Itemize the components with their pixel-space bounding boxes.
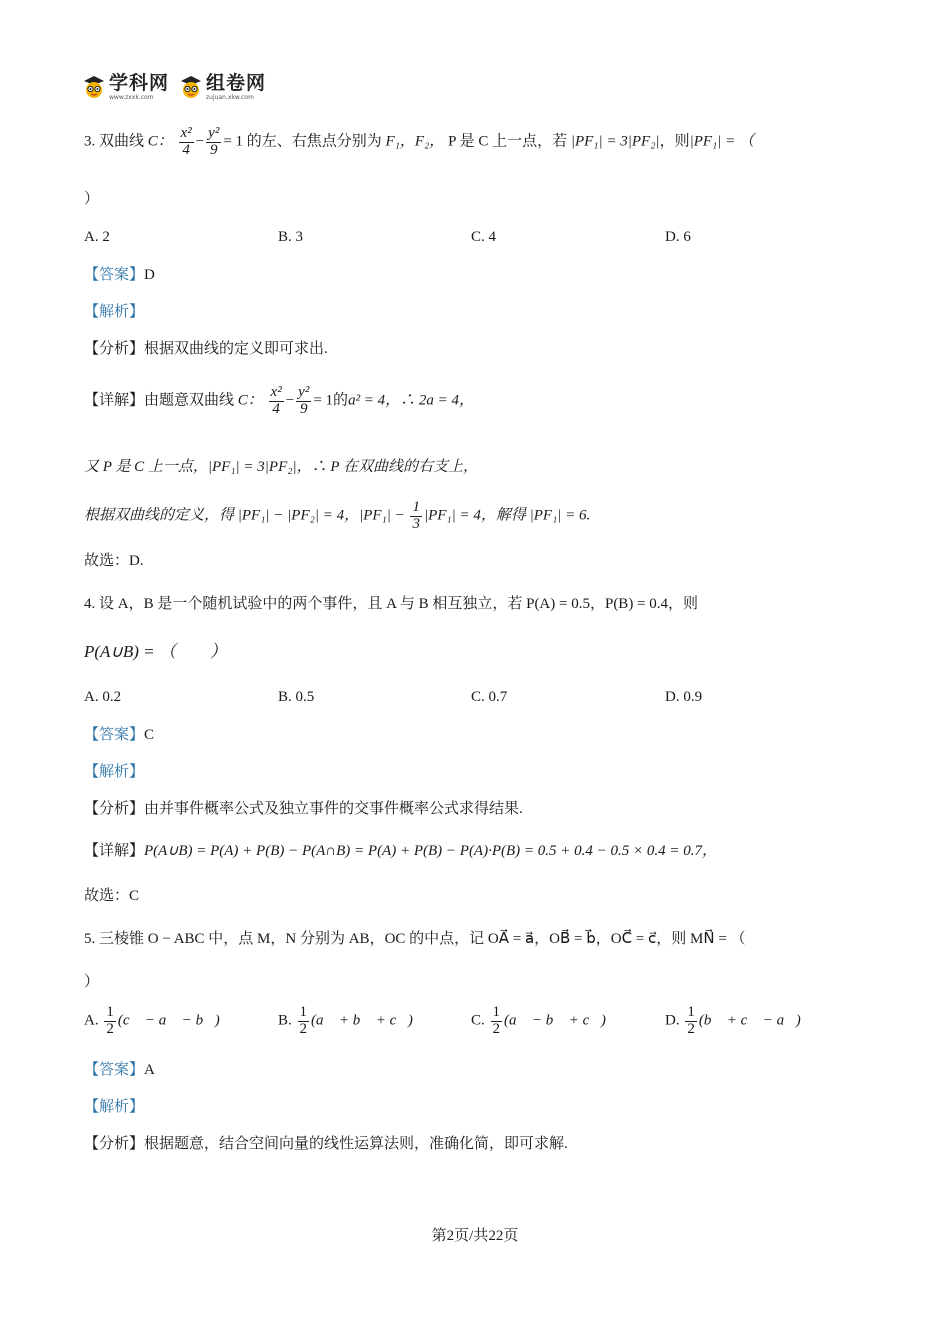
detail-math: 根据双曲线的定义，得 |PF₁| − |PF₂| = 4，|PF₁| − [84,507,405,524]
q3-curve-name: C： [147,133,173,150]
page-number: 第2页/共22页 [431,1228,519,1244]
answer-value: C [144,727,155,743]
option-expr: (a⃗ − b⃗ + c⃗) [504,1012,606,1029]
option-expr: (a⃗ + b⃗ + c⃗) [311,1012,413,1029]
fraction [296,385,311,418]
q3-option-b: B. 3 [278,229,304,245]
q5-stem: 5. 三棱锥 O − ABC 中，点 M，N 分别为 AB，OC 的中点，记 OA⃗ = a⃗，OB⃗ = b⃗，OC⃗ = c⃗，则 MN⃗ = （ [84,931,746,947]
fraction [206,126,221,159]
q3-option-d: D. 6 [665,229,691,245]
answer-value: A [144,1062,155,1078]
q3-analysis [84,340,328,358]
q3-option-c: C. 4 [471,229,497,245]
q5-option-c [471,1005,606,1038]
logo-url: www.zxxk.com [109,93,154,101]
detail-math: a² = 4，∴ 2a = 4， [348,392,475,409]
q4-option-a: A. 0.2 [84,689,122,705]
eq-tail: = 1 [223,133,244,150]
q4-option-d: D. 0.9 [665,689,703,705]
frac-num: y² [298,384,310,400]
answer-tag: 【答案】 [84,1062,145,1078]
option-label: B. [278,1012,292,1029]
frac-den: 2 [492,1020,501,1037]
owl-icon [179,75,203,99]
option-label: A. [84,1012,99,1029]
analysis-text: 由并事件概率公式及独立事件的交事件概率公式求得结果. [144,801,523,817]
q4-stem: 4. 设 A，B 是一个随机试验中的两个事件，且 A 与 B 相互独立，若 P(A) = 0.5，P(B) = 0.4，则 [84,596,699,612]
option-label: C. [471,1012,485,1029]
frac-den: 3 [412,515,420,532]
q3-detail-2: 又 P 是 C 上一点，|PF₁| = 3|PF₂|，∴ P 在双曲线的右支上， [84,459,478,475]
detail-tag: 【详解】 [84,392,145,409]
minus: − [195,133,205,150]
q3-detail-1 [84,385,474,418]
q4-ask: P(A∪B) = （ ） [84,642,227,661]
frac-den: 9 [300,400,308,417]
frac-num: 1 [687,1004,695,1020]
fraction [179,126,194,159]
curve-name: C： [237,392,263,409]
detail-text: 的 [333,392,349,409]
q5-analysis [84,1135,568,1153]
frac-num: 1 [106,1004,114,1020]
detail-tag: 【详解】 [84,843,145,859]
logo-name: 学科网 [109,71,170,94]
jiexi-tag: 【解析】 [84,764,145,780]
answer-value: D [144,267,155,283]
fraction [491,1005,503,1038]
frac-den: 2 [299,1020,308,1037]
q5-option-d [665,1005,801,1038]
logo-zujuanwang [179,71,267,101]
jiexi-tag: 【解析】 [84,304,145,320]
answer-tag: 【答案】 [84,267,145,283]
q3-stem-prefix: 3. 双曲线 [84,133,145,150]
fraction [685,1005,697,1038]
q4-analysis [84,800,523,818]
eq-tail: = 1 [313,392,334,409]
frac-num: x² [180,125,192,141]
analysis-text: 根据双曲线的定义即可求出. [144,341,328,357]
frac-den: 4 [272,400,280,417]
header-logos [82,70,266,104]
frac-num: 1 [299,1004,308,1020]
analysis-tag: 【分析】 [84,1136,145,1152]
q5-option-b [278,1005,413,1038]
detail-text: 由题意双曲线 [144,392,235,409]
frac-num: 1 [492,1004,501,1020]
analysis-tag: 【分析】 [84,341,145,357]
q3-foci: F₁，F₂， [385,133,445,150]
q5-option-a [84,1005,220,1038]
q3-ask: |PF₁| = （ [689,133,754,150]
q3-stem-point: P 是 C 上一点，若 [448,133,568,150]
fraction [298,1005,310,1038]
analysis-text: 根据题意，结合空间向量的线性运算法则，准确化简，即可求解. [144,1136,568,1152]
q4-option-b: B. 0.5 [278,689,315,705]
q5-answer [84,1061,155,1079]
frac-den: 2 [106,1020,114,1037]
q3-conclusion: 故选：D. [84,553,144,569]
option-expr: (c⃗ − a⃗ − b⃗) [117,1012,220,1029]
fraction [269,385,284,418]
frac-den: 2 [687,1020,695,1037]
frac-num: x² [270,384,282,400]
minus: − [285,392,295,409]
q4-answer [84,726,154,744]
q3-stem [84,126,754,159]
logo-name: 组卷网 [206,71,267,94]
fraction [104,1005,116,1038]
option-expr: (b⃗ + c⃗ − a⃗) [698,1012,801,1029]
fraction [410,500,422,533]
detail-math: |PF₁| = 4，解得 |PF₁| = 6. [423,507,591,524]
logo-xuekewang [82,71,170,101]
q4-option-c: C. 0.7 [471,689,508,705]
frac-den: 9 [209,141,218,158]
q3-answer [84,266,155,284]
q3-stem-mid: 的左、右焦点分别为 [246,133,382,150]
q5-close-paren: ） [84,974,100,990]
frac-den: 4 [182,141,190,158]
option-label: D. [665,1012,680,1029]
owl-icon [82,75,106,99]
q3-stem-then: ，则 [659,133,690,150]
q4-conclusion: 故选：C [84,888,140,904]
q3-option-a: A. 2 [84,229,110,245]
frac-num: 1 [412,499,420,515]
answer-tag: 【答案】 [84,727,145,743]
q3-detail-3 [84,500,590,533]
logo-url: zujuan.xkw.com [206,93,254,101]
q4-detail [84,842,717,860]
frac-num: y² [208,125,220,141]
detail-math: P(A∪B) = P(A) + P(B) − P(A∩B) = P(A) + P(B) − P(A)·P(B) = 0.5 + 0.4 − 0.5 × 0.4 = 0.7， [144,843,718,859]
analysis-tag: 【分析】 [84,801,145,817]
q3-condition: |PF₁| = 3|PF₂| [570,133,660,150]
q3-close-paren: ） [84,191,100,207]
jiexi-tag: 【解析】 [84,1099,145,1115]
